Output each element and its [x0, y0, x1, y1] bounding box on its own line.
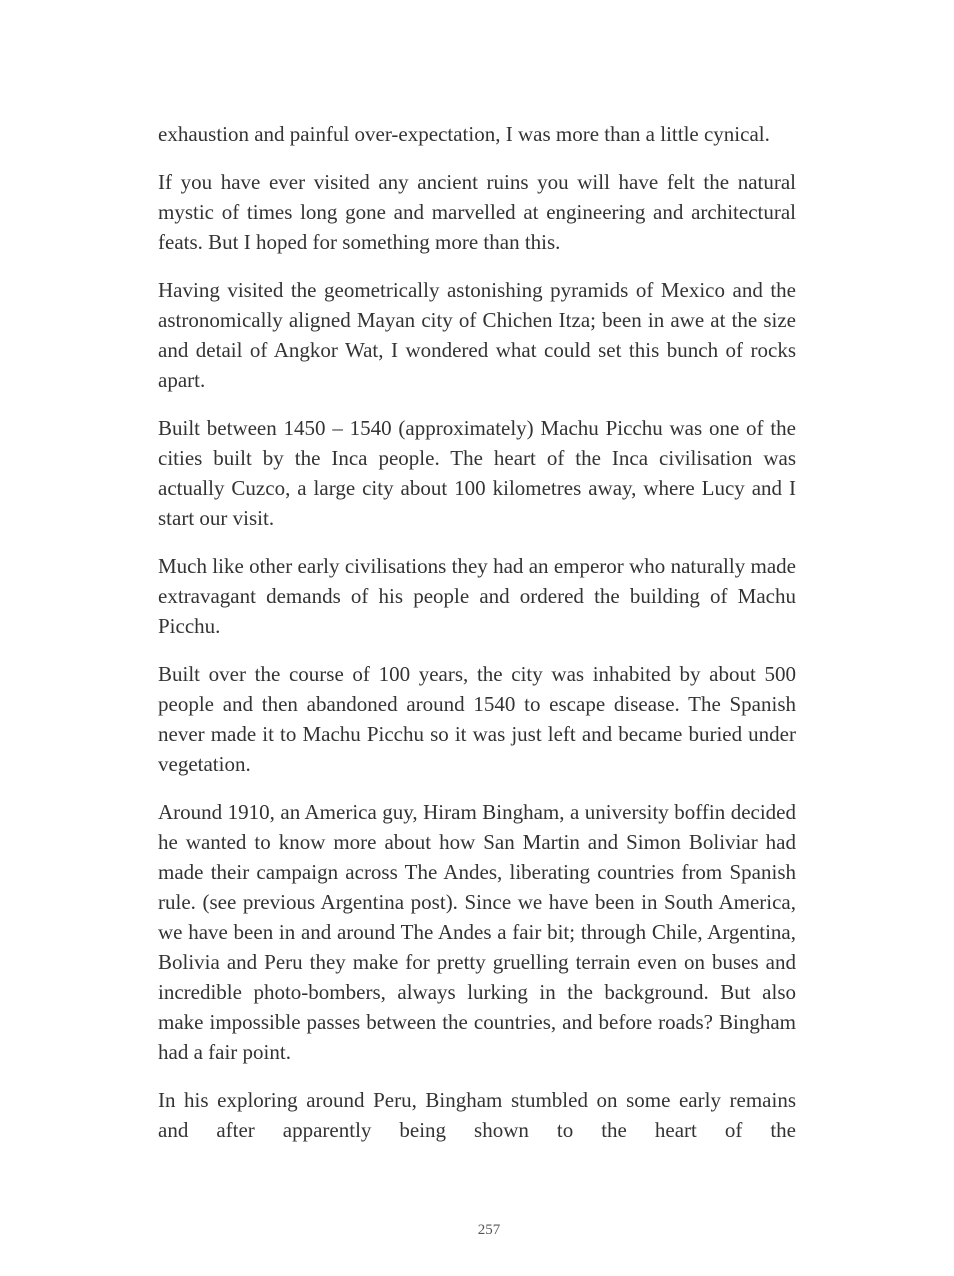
page-body: [158, 119, 796, 1163]
paragraph: Built between 1450 – 1540 (approximately) Machu Picchu was one of the cities built by the Inca people. The heart of the Inca civilisation was actually Cuzco, a large city about 100 kilometres away, where Lucy and I start our visit.: [158, 416, 796, 530]
page-number: 257: [477, 1222, 501, 1238]
paragraph: If you have ever visited any ancient ruins you will have felt the natural mystic of times long gone and marvelled at engineering and architectural feats. But I hoped for something more than this.: [158, 170, 796, 254]
paragraph: Having visited the geometrically astonishing pyramids of Mexico and the astronomically aligned Mayan city of Chichen Itza; been in awe at the size and detail of Angkor Wat, I wondered what could set this bunch of rocks apart.: [158, 278, 796, 392]
paragraph: Built over the course of 100 years, the city was inhabited by about 500 people and then abandoned around 1540 to escape disease. The Spanish never made it to Machu Picchu so it was just left and became buried under vegetation.: [158, 662, 796, 776]
paragraph: Around 1910, an America guy, Hiram Bingham, a university boffin decided he wanted to know more about how San Martin and Simon Boliviar had made their campaign across The Andes, liberating countries from Spanish rule. (see previous Argentina post). Since we have been in South America, we have been in and around The Andes a fair bit; through Chile, Argentina, Bolivia and Peru they make for pretty gruelling terrain even on buses and incredible photo-bombers, always lurking in the background. But also make impossible passes between the countries, and before roads? Bingham had a fair point.: [158, 800, 796, 1064]
paragraph: In his exploring around Peru, Bingham stumbled on some early remains and after apparently being shown to the heart of the: [158, 1088, 796, 1142]
paragraph: exhaustion and painful over-expectation, I was more than a little cynical.: [158, 122, 770, 146]
paragraph: Much like other early civilisations they had an emperor who naturally made extravagant demands of his people and ordered the building of Machu Picchu.: [158, 554, 796, 638]
